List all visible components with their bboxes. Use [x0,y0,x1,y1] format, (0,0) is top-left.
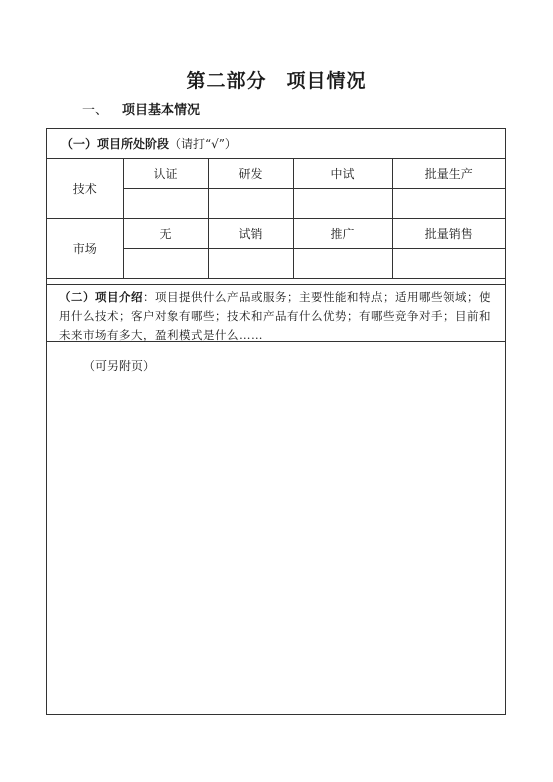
table-row [47,219,505,249]
checkbox-cell[interactable] [293,249,392,279]
option-label: 推广 [293,219,392,249]
intro-label: （二）项目介绍 [59,290,143,304]
intro-block [47,284,505,342]
checkbox-cell[interactable] [208,189,293,219]
page-title [0,66,553,93]
section-number: 一、 [82,103,109,118]
title-subject: 项目情况 [286,70,367,92]
section-title: 项目基本情况 [122,103,201,118]
checkbox-cell[interactable] [392,189,505,219]
option-label: 中试 [293,159,392,189]
checkbox-cell[interactable] [208,249,293,279]
form-frame [46,128,506,715]
stage-label: （一）项目所处阶段 [61,137,170,151]
option-label: 试销 [208,219,293,249]
row-label-tech: 技术 [47,159,123,219]
intro-text: ：项目提供什么产品或服务；主要性能和特点；适用哪些领域；使用什么技术；客户对象有哪些；技术和产品有什么优势；有哪些竞争对手；目前和未来市场有多大，盈利模式是什么…… [59,290,491,342]
table-row [47,159,505,189]
stage-hint: （请打“√”） [169,137,237,151]
option-label: 批量销售 [392,219,505,249]
stage-row [47,129,505,159]
section-heading [82,99,200,118]
title-part: 第二部分 [186,70,267,92]
row-label-market: 市场 [47,219,123,279]
option-label: 研发 [208,159,293,189]
stage-table [47,159,505,279]
option-label: 批量生产 [392,159,505,189]
attachment-note: （可另附页） [83,359,156,373]
checkbox-cell[interactable] [293,189,392,219]
checkbox-cell[interactable] [123,189,208,219]
option-label: 认证 [123,159,208,189]
checkbox-cell[interactable] [392,249,505,279]
checkbox-cell[interactable] [123,249,208,279]
option-label: 无 [123,219,208,249]
